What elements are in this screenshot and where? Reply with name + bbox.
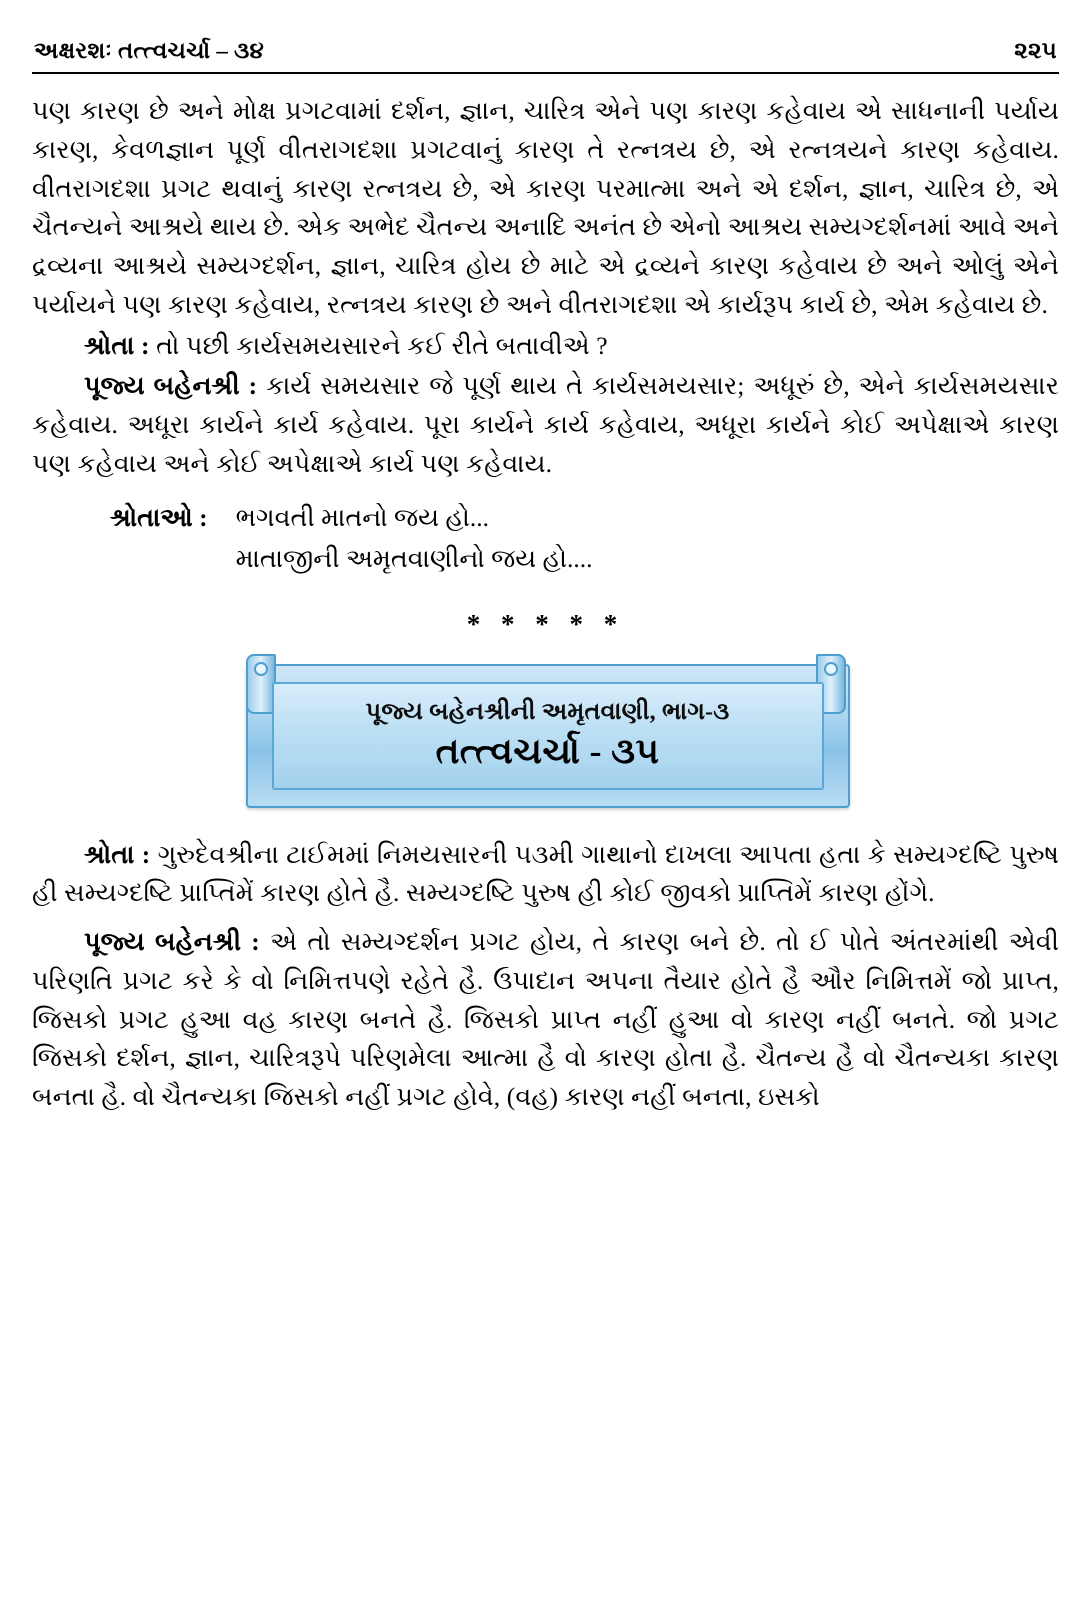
- banner-title: તત્ત્વચર્ચા - ૩૫: [435, 730, 660, 771]
- banner-subtitle: પૂજ્ય બહેનશ્રીની અમૃતવાણી, ભાગ-૩: [365, 698, 730, 725]
- dialogue-text-bahenshri: કાર્ય સમયસાર જે પૂર્ણ થાય તે કાર્યસમયસાર; અધૂરું છે, એને કાર્યસમયસાર કહેવાય. અધૂરા કાર્યને કાર્ય કહેવાય. પૂરા કાર્યને કાર્ય કહેવાય, અધૂરા કાર્યને કોઈ અપેક્ષાએ કારણ પણ કહેવાય અને કોઈ અપેક્ષાએ કાર્ય પણ કહેવાય.: [32, 371, 1059, 478]
- speaker-label-shrotao: શ્રોતાઓ :: [110, 502, 208, 532]
- dialogue-shrota-2: [32, 836, 1059, 914]
- dialogue-text-shrota-2: ગુરુદેવશ્રીના ટાઈમમાં નિમયસારની ૫૩મી ગાથાનો દાખલા આપતા હતા કે સમ્યગ્દષ્ટિ પુરુષ હી સમ્યગ્દષ્ટિ પ્રાપ્તિમેં કારણ હોતે હૈ. સમ્યગ્દષ્ટિ પુરુષ હી કોઈ જીવકો પ્રાપ્તિમેં કારણ હોંગે.: [32, 839, 1059, 908]
- dialogue-bahenshri-2: [32, 923, 1059, 1117]
- chapter-banner-wrapper: [32, 654, 1059, 814]
- speaker-label-bahenshri-2: પૂજ્ય બહેનશ્રી :: [84, 927, 260, 957]
- dialogue-text-shrota: તો પછી કાર્યસમયસારને કઈ રીતે બતાવીએ ?: [149, 330, 608, 360]
- header-chapter-title: અક્ષરશઃ તત્ત્વચર્ચા – ૩૪: [34, 38, 264, 63]
- audience-response-block: [32, 498, 1059, 581]
- banner-inner-panel: [272, 682, 824, 790]
- paragraph-intro: પણ કારણ છે અને મોક્ષ પ્રગટવામાં દર્શન, જ્ઞાન, ચારિત્ર એને પણ કારણ કહેવાય એ સાધનાની પર્યાય કારણ, કેવળજ્ઞાન પૂર્ણ વીતરાગદશા પ્રગટવાનું કારણ તે રત્નત્રય છે, એ રત્નત્રયને કારણ કહેવાય. વીતરાગદશા પ્રગટ થવાનું કારણ રત્નત્રય છે, એ કારણ પરમાત્મા અને એ દર્શન, જ્ઞાન, ચારિત્ર છે, એ ચૈતન્યને આશ્રયે થાય છે. એક અભેદ ચૈતન્ય અનાદિ અનંત છે એનો આશ્રય સમ્યગ્દર્શનમાં આવે અને દ્રવ્યના આશ્રયે સમ્યગ્દર્શન, જ્ઞાન, ચારિત્ર હોય છે માટે એ દ્રવ્યને કારણ કહેવાય છે અને ઓલું એને પર્યાયને પણ કારણ કહેવાય, રત્નત્રય કારણ છે અને વીતરાગદશા એ કાર્યરૂપ કાર્ય છે, એમ કહેવાય છે.: [32, 96, 1059, 319]
- page-header: [32, 38, 1059, 72]
- audience-response-line-2: માતાજીની અમૃતવાણીનો જય હો....: [235, 544, 593, 574]
- speaker-label-shrota: શ્રોતા :: [84, 330, 150, 360]
- page-number: ૨૨૫: [1014, 38, 1057, 63]
- dialogue-bahenshri-1: [32, 367, 1059, 483]
- dialogue-shrota-1: [32, 327, 1059, 366]
- header-divider: [32, 72, 1059, 74]
- speaker-label-shrota-2: શ્રોતા :: [84, 839, 151, 869]
- audience-response-line-1: ભગવતી માતનો જય હો...: [235, 502, 490, 532]
- chapter-banner: [246, 654, 846, 814]
- page-content: [32, 38, 1059, 1119]
- section-separator-stars: * * * * *: [466, 608, 625, 639]
- paragraph-gap: [32, 915, 1059, 923]
- speaker-label-bahenshri: પૂજ્ય બહેનશ્રી :: [84, 371, 258, 401]
- dialogue-text-bahenshri-2: એ તો સમ્યગ્દર્શન પ્રગટ હોય, તે કારણ બને છે. તો ઈ પોતે અંતરમાંથી એવી પરિણતિ પ્રગટ કરે કે વો નિમિત્તપણે રહેતે હૈ. ઉપાદાન અપના તૈયાર હોતે હૈ ઔર નિમિત્તમેં જો પ્રાપ્ત, જિસકો પ્રગટ હુઆ વહ કારણ બનતે હૈ. જિસકો પ્રાપ્ત નહીં હુઆ વો કારણ નહીં બનતે. જો પ્રગટ જિસકો દર્શન, જ્ઞાન, ચારિત્રરૂપે પરિણમેલા આત્મા હૈ વો કારણ હોતા હૈ. ચૈતન્ય હૈ વો ચૈતન્યકા કારણ બનતા હૈ. વો ચૈતન્યકા જિસકો નહીં પ્રગટ હોવે, (વહ) કારણ નહીં બનતા, ઇસકો: [32, 927, 1059, 1112]
